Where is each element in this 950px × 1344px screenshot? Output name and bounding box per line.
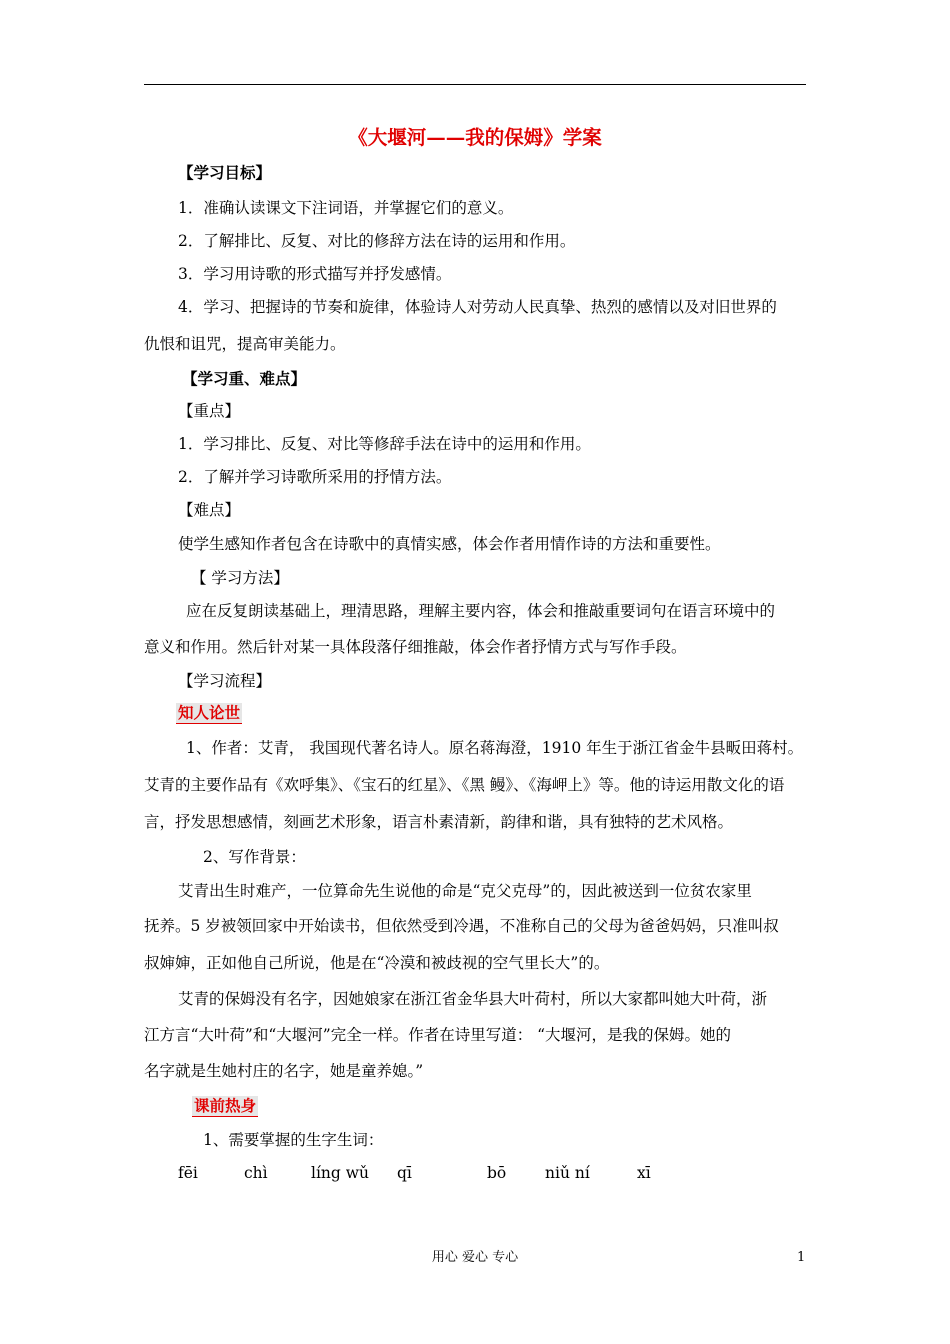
background-line: 江方言“大叶荷”和“大堰河”完全一样。作者在诗里写道： “大堰河，是我的保姆。她的 xyxy=(144,1026,732,1044)
section-label-k.qianreshen: 课前热身 xyxy=(194,1096,257,1115)
vocab-heading: 1、需要掌握的生字生词： xyxy=(203,1131,384,1149)
method-heading: 【 学习方法】 xyxy=(191,569,289,587)
pinyin-item: bō xyxy=(487,1164,507,1182)
background-line: 抚养。5 岁被领回家中开始读书，但依然受到冷遇，不准称自己的父母为爸爸妈妈，只准叫叔 xyxy=(144,917,779,935)
objective-item: 4．学习、把握诗的节奏和旋律，体验诗人对劳动人民真挚、热烈的感情以及对旧世界的 xyxy=(178,298,777,316)
section-label-zhirenlunshi: 知人论世 xyxy=(178,703,241,722)
nandian-heading: 【难点】 xyxy=(178,501,241,519)
pinyin-item: niǔ ní xyxy=(545,1164,590,1182)
author-line: 艾青的主要作品有《欢呼集》、《宝石的红星》、《黑 鳗》、《海岬上》等。他的诗运用散文化的语 xyxy=(144,776,785,794)
pinyin-item: fēi xyxy=(178,1164,198,1182)
objectives-heading: 【学习目标】 xyxy=(178,163,272,182)
author-line: 1、作者：艾青， 我国现代著名诗人。原名蒋海澄，1910 年生于浙江省金牛县畈田蒋村。 xyxy=(186,739,804,757)
objective-item: 3．学习用诗歌的形式描写并抒发感情。 xyxy=(178,265,452,283)
background-line: 艾青出生时难产，一位算命先生说他的命是“克父克母”的，因此被送到一位贫农家里 xyxy=(178,882,752,900)
header-rule xyxy=(144,84,806,85)
method-line: 应在反复朗读基础上，理清思路，理解主要内容，体会和推敲重要词句在语言环境中的 xyxy=(186,602,776,620)
author-line: 言，抒发思想感情，刻画艺术形象，语言朴素清新，韵律和谐，具有独特的艺术风格。 xyxy=(144,813,734,831)
pinyin-item: chì xyxy=(244,1164,268,1182)
zhongdian-heading: 【重点】 xyxy=(178,402,241,420)
background-line: 名字就是生她村庄的名字，她是童养媳。” xyxy=(144,1062,424,1080)
process-heading: 【学习流程】 xyxy=(178,672,272,690)
pinyin-item: qī xyxy=(397,1164,412,1182)
document-title: 《大堰河——我的保姆》学案 xyxy=(348,126,602,149)
objective-item: 2．了解排比、反复、对比的修辞方法在诗的运用和作用。 xyxy=(178,232,576,250)
background-line: 叔婶婶，正如他自己所说，他是在“冷漠和被歧视的空气里长大”的。 xyxy=(144,954,610,972)
pinyin-item: líng wǔ xyxy=(311,1164,369,1182)
background-heading: 2、写作背景： xyxy=(203,848,306,866)
footer-motto: 用心 爱心 专心 xyxy=(431,1250,519,1265)
background-line: 艾青的保姆没有名字，因她娘家在浙江省金华县大叶荷村，所以大家都叫她大叶荷，浙 xyxy=(178,990,768,1008)
method-line: 意义和作用。然后针对某一具体段落仔细推敲，体会作者抒情方式与写作手段。 xyxy=(144,638,687,656)
nandian-text: 使学生感知作者包含在诗歌中的真情实感，体会作者用情作诗的方法和重要性。 xyxy=(178,535,721,553)
objective-item: 1．准确认读课文下注词语，并掌握它们的意义。 xyxy=(178,199,514,217)
page-number: 1 xyxy=(797,1250,806,1265)
key-points-heading: 【学习重、难点】 xyxy=(182,369,307,388)
zhongdian-item: 2．了解并学习诗歌所采用的抒情方法。 xyxy=(178,468,452,486)
zhongdian-item: 1．学习排比、反复、对比等修辞手法在诗中的运用和作用。 xyxy=(178,435,591,453)
pinyin-item: xī xyxy=(637,1164,651,1182)
objective-item-continued: 仇恨和诅咒，提高审美能力。 xyxy=(144,335,346,353)
